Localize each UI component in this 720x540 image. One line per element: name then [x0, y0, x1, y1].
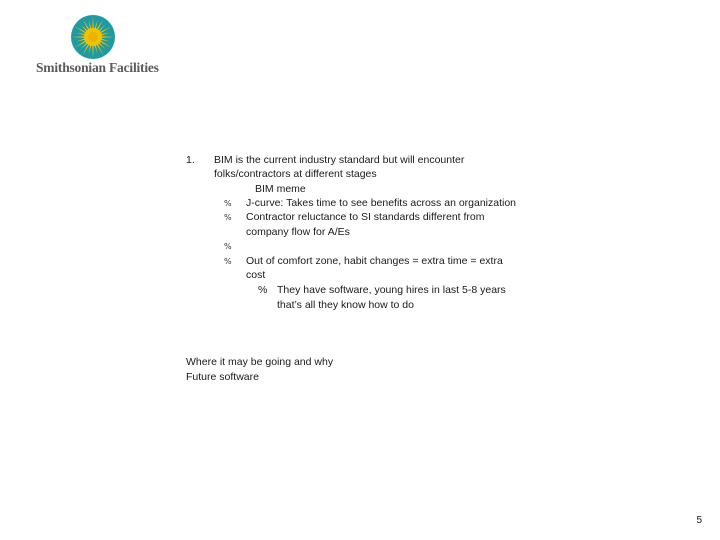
bullet-icon: % — [224, 257, 232, 266]
comfort-line-1: Out of comfort zone, habit changes = extra time = extra — [246, 255, 503, 267]
bullet-icon: % — [224, 213, 232, 222]
main-point-line-1: BIM is the current industry standard but will encounter — [214, 154, 465, 166]
software-line-2: that’s all they know how to do — [277, 299, 414, 311]
main-point-line-2: folks/contractors at different stages — [214, 168, 377, 180]
closing-line-1: Where it may be going and why — [186, 356, 334, 368]
contractor-line-1: Contractor reluctance to SI standards different from — [246, 211, 485, 223]
logo-text: Smithsonian Facilities — [36, 60, 159, 75]
closing-line-2: Future software — [186, 371, 259, 383]
page-number: 5 — [696, 515, 702, 526]
software-line-1: They have software, young hires in last 5-8 years — [277, 284, 506, 296]
contractor-line-2: company flow for A/Es — [246, 226, 350, 238]
bullet-icon: % — [224, 242, 232, 251]
comfort-line-2: cost — [246, 269, 266, 281]
jcurve-text: J-curve: Takes time to see benefits across an organization — [246, 197, 517, 209]
meme-label: BIM meme — [255, 183, 306, 195]
sub-bullet-icon: % — [258, 284, 268, 296]
bullet-icon: % — [224, 199, 232, 208]
list-number: 1. — [186, 154, 195, 166]
